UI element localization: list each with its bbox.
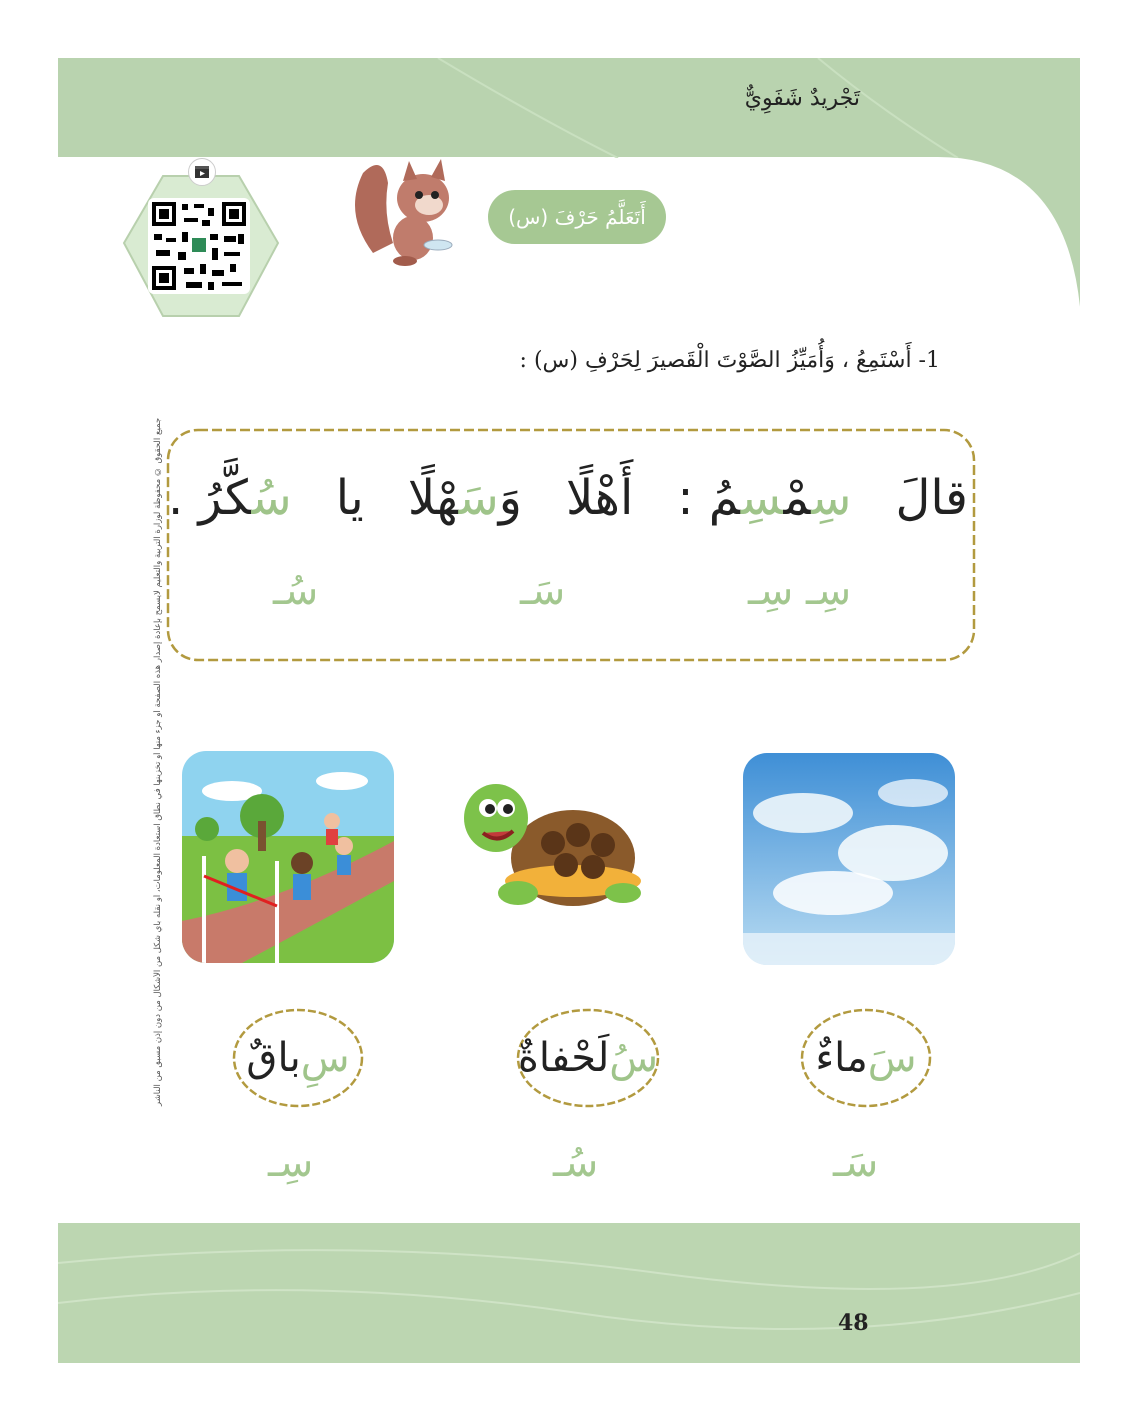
word-sibaq-extract: سِـ (268, 1140, 314, 1186)
qr-code[interactable] (148, 198, 250, 294)
qr-code-card[interactable] (118, 158, 284, 328)
word-ya: يا (335, 470, 364, 526)
page-number: 48 (838, 1310, 869, 1336)
sentence (168, 458, 968, 538)
word-sulahfat-rest: لَحْفاةٌ (517, 1035, 610, 1081)
word-sulahfat-extract: سُـ (553, 1140, 599, 1186)
word-wasahlan (408, 470, 522, 526)
extract-damma: سُـ (273, 568, 319, 614)
letter-sin-3: سَ (458, 470, 499, 526)
word-sama (796, 1008, 936, 1108)
footer-pattern (58, 1223, 1080, 1363)
race-picture (182, 751, 394, 963)
lesson-title-pill (488, 190, 666, 244)
instruction-text: 1- أَسْتَمِعُ ، وَأُمَيِّزُ الصَّوْتَ الْقَصيرَ لِحَرْفِ (س) : (519, 348, 940, 373)
side-copyright: جميع الحقوق © محفوظة لوزارة التربية والتعليم لايسمح بإعادة إصدار هذه الصفحة أو جزء منها أو تخزينها في نطاق استعادة المعلومات، أو نقله بأي شكل من الأشكال من دون إذن مسبق من الناشر (153, 418, 163, 1107)
lesson-title: أَتَعَلَّمُ حَرْفَ (س) (508, 205, 646, 229)
word-sibaq-rest: باقٌ (246, 1035, 301, 1081)
simsim-mid: مْ (783, 470, 812, 526)
word-sulahfat-letter: سُ (609, 1035, 659, 1081)
word-sama-extract: سَـ (833, 1140, 879, 1186)
video-icon[interactable] (188, 158, 216, 186)
header-pattern (58, 58, 1080, 158)
word-ahlan: أَهْلًا (566, 470, 634, 526)
letter-sin-1: سِ (811, 470, 852, 526)
word-sukkar (168, 470, 292, 526)
page-frame (58, 58, 1080, 1363)
letter-sin-4: سُ (251, 470, 292, 526)
sky-picture (743, 753, 955, 965)
word-sulahfat (518, 1008, 658, 1108)
word-sama-rest: ماءٌ (815, 1035, 868, 1081)
header-title: تَجْريدٌ شَفَوِيٌّ (744, 86, 860, 111)
extract-kasra: سِـ سِـ (748, 568, 852, 614)
extract-fatha: سَـ (520, 568, 566, 614)
squirrel-illustration (343, 153, 463, 268)
letter-sin-2: سِ (740, 470, 784, 526)
word-qala: قالَ (895, 470, 968, 526)
word-sama-letter: سَ (867, 1035, 917, 1081)
wasahlan-end: هْلًا (407, 470, 459, 526)
word-sibaq (228, 1008, 368, 1108)
sukkar-end: كَّرُ . (168, 470, 252, 526)
simsim-end: مُ : (677, 470, 741, 526)
word-sibaq-letter: سِ (300, 1035, 350, 1081)
word-simsim (677, 470, 851, 526)
wasahlan-pre: وَ (498, 470, 522, 526)
turtle-illustration (458, 763, 643, 928)
